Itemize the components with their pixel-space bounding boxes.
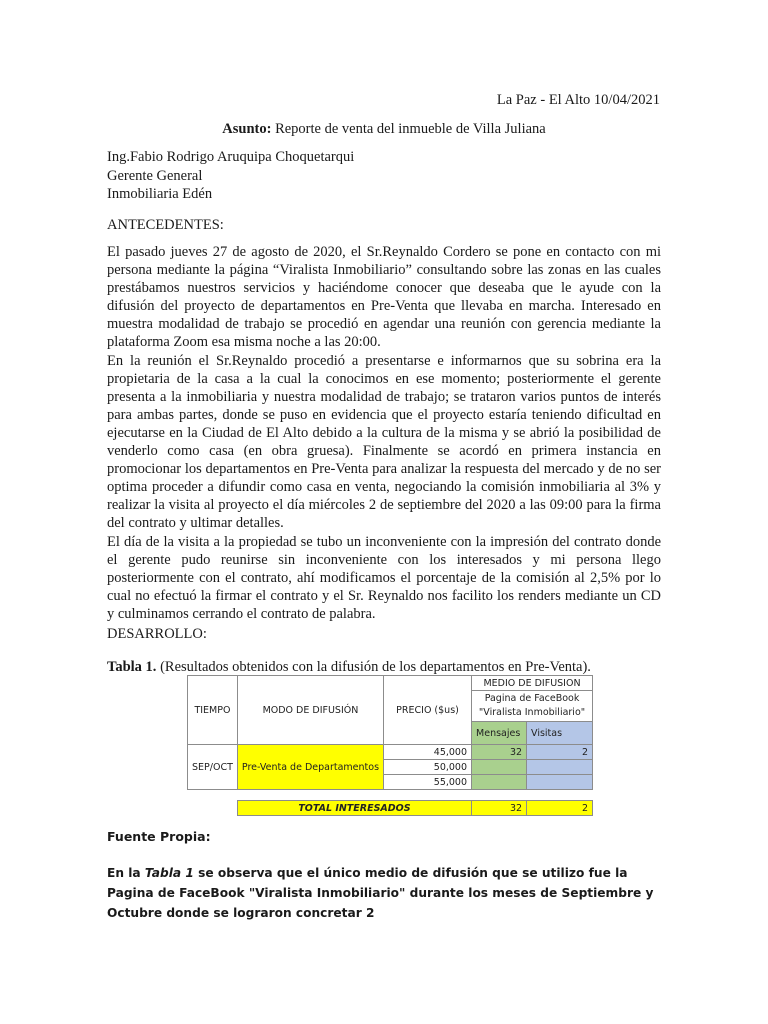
cell-mensajes [472,775,527,790]
header-precio: PRECIO ($us) [384,676,472,745]
header-modo-difusion: MODO DE DIFUSIÓN [237,676,383,745]
total-visitas: 2 [527,801,593,816]
body-paragraphs [107,243,661,623]
closing-text: se observa que el único medio de difusión que se utilizo fue la Pagina de FaceBook "Viralista Inmobiliario" durante los meses de Septiembre y Octubre donde se lograron concretar 2 [107,866,654,920]
table-caption-label: Tabla 1. [107,659,157,675]
recipient-company: Inmobiliaria Edén [107,186,213,202]
closing-paragraph [107,863,667,923]
header-visitas: Visitas [527,722,593,745]
cell-modo-difusion: Pre-Venta de Departamentos [237,745,383,790]
recipient-block [107,148,354,204]
cell-visitas: 2 [527,745,593,760]
results-table [187,675,593,816]
header-facebook-line2: "Viralista Inmobiliario" [478,707,586,718]
source-note: Fuente Propia: [107,829,211,844]
table-caption-text: (Resultados obtenidos con la difusión de los departamentos en Pre-Venta). [156,659,591,675]
subject-label: Asunto: [222,121,272,137]
cell-precio: 55,000 [384,775,472,790]
cell-precio: 50,000 [384,760,472,775]
cell-precio: 45,000 [384,745,472,760]
cell-mensajes: 32 [472,745,527,760]
paragraph: El día de la visita a la propiedad se tubo un inconveniente con la impresión del contrato donde el gerente pudo reunirse sin inconveniente con los interesados y mi persona llego posteriormente con el contrato, ahí modificamos el porcentaje de la comisión al 2,5% por lo cual no efectuó la firmar el contrato y el Sr. Reynaldo nos facilito los renders mediante un CD y culminamos cerrando el contrato de palabra. [107,533,661,622]
cell-visitas [527,760,593,775]
closing-table-ref: Tabla 1 [144,866,194,880]
table-caption [107,658,591,676]
cell-visitas [527,775,593,790]
recipient-name: Ing.Fabio Rodrigo Aruquipa Choquetarqui [107,149,355,165]
subject-text: Reporte de venta del inmueble de Villa Juliana [271,121,546,137]
total-label: TOTAL INTERESADOS [237,801,471,816]
section-heading-antecedentes: ANTECEDENTES: [107,217,224,233]
date-line: La Paz - El Alto 10/04/2021 [496,92,660,108]
header-tiempo: TIEMPO [188,676,238,745]
paragraph: En la reunión el Sr.Reynaldo procedió a presentarse e informarnos que su sobrina era la propietaria de la casa a la cual la conocimos en ese momento; posteriormente el gerente presenta a la inmobiliaria y nuestra modalidad de trabajo; se trataron varios puntos de interés para ambas partes, donde se puso en evidencia que el proyecto estaría teniendo dificultad en ejecutarse en la Ciudad de El Alto debido a la cultura de la misma y se abrió la posibilidad de venderlo como casa (en obra gruesa). Finalmente se acordó en primera instancia en promocionar los departamentos en Pre-Venta para analizar la respuesta del mercado y de no ser optima proceder a difundir como casa en venta, negociando la comisión inmobiliaria al 3% y realizar la visita al proyecto el día miércoles 2 de septiembre del 2020 a las 09:00 para la firma del contrato y ultimar detalles. [107,352,661,532]
section-heading-desarrollo: DESARROLLO: [107,626,207,642]
cell-mensajes [472,760,527,775]
total-mensajes: 32 [472,801,527,816]
paragraph: El pasado jueves 27 de agosto de 2020, el Sr.Reynaldo Cordero se pone en contacto con mi persona mediante la página “Viralista Inmobiliario” consultando sobre las zonas en las cuales prestábamos nuestros servicios y haciéndome conocer que deseaba que le ayude con la difusión del proyecto de departamentos en Pre-Venta que llevaba en marcha. Interesado en muestra modalidad de trabajo se procedió en agendar una reunión con gerencia mediante la plataforma Zoom esa misma noche a las 20:00. [107,244,661,351]
header-facebook-line1: Pagina de FaceBook [484,693,580,704]
recipient-title: Gerente General [107,167,203,184]
cell-tiempo: SEP/OCT [188,745,238,790]
closing-text: En la [107,866,145,880]
header-medio-difusion: MEDIO DE DIFUSION [472,676,593,691]
subject-line [0,120,768,138]
header-facebook-page [472,691,593,722]
header-mensajes: Mensajes [472,722,527,745]
